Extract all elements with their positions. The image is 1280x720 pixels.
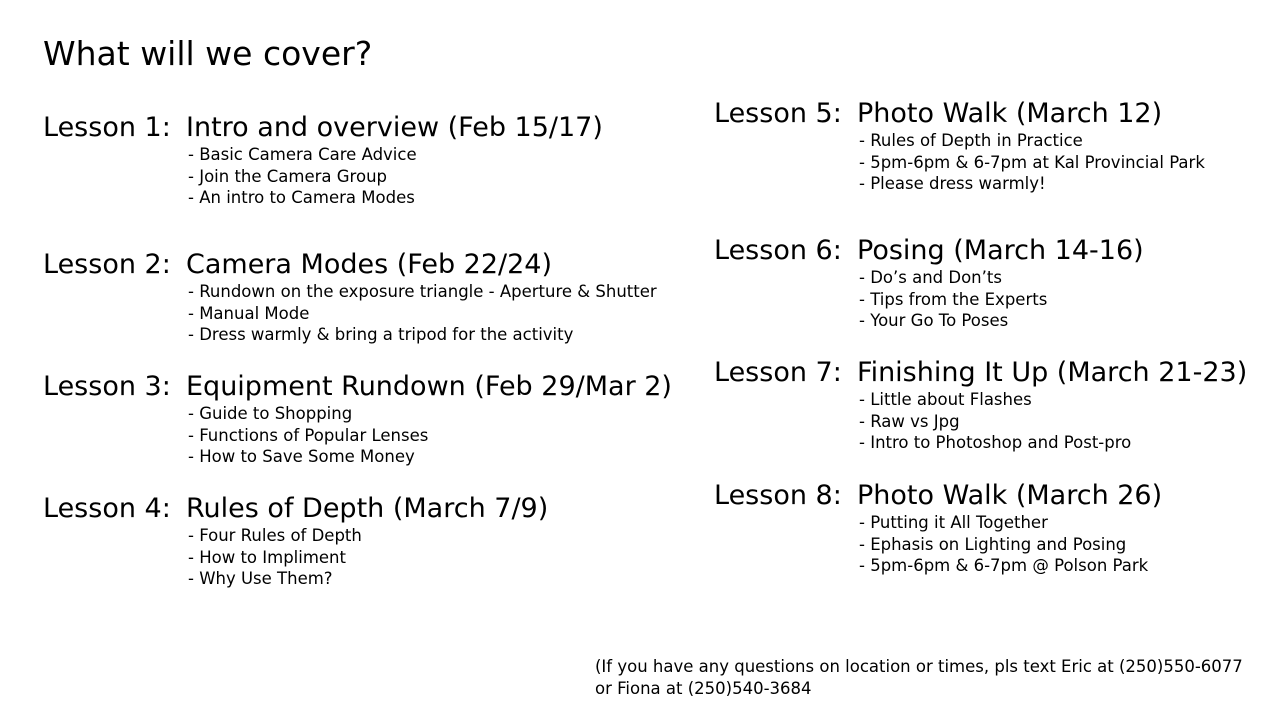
lesson-5-block [714, 98, 1205, 195]
lesson-topic: - Your Go To Poses [859, 311, 1009, 331]
lesson-topic: - Join the Camera Group [188, 166, 387, 186]
lesson-heading [714, 357, 1247, 389]
lesson-topic-list [859, 267, 1144, 332]
lesson-topic-list [188, 525, 548, 590]
slide-title: What will we cover? [43, 34, 373, 73]
lesson-number: Lesson 4: [43, 493, 171, 524]
lesson-name: Intro and overview (Feb 15/17) [186, 112, 603, 143]
contact-note [595, 656, 1243, 700]
lesson-name: Equipment Rundown (Feb 29/Mar 2) [186, 371, 672, 402]
lesson-topic-list [188, 281, 657, 346]
lesson-topic: - Why Use Them? [188, 569, 333, 589]
lesson-topic-list [859, 130, 1205, 195]
lesson-topic: - Functions of Popular Lenses [188, 425, 429, 445]
lesson-topic: - How to Impliment [188, 547, 346, 567]
lesson-topic-list [859, 512, 1162, 577]
lesson-2-block [43, 249, 657, 346]
lesson-1-block [43, 112, 603, 209]
lesson-topic: - Basic Camera Care Advice [188, 145, 417, 164]
lesson-6-block [714, 235, 1144, 332]
lesson-topic: - Guide to Shopping [188, 404, 353, 423]
lesson-topic: - Manual Mode [188, 303, 310, 323]
lesson-topic: - Four Rules of Depth [188, 526, 362, 545]
lesson-topic: - Dress warmly & bring a tripod for the activity [188, 325, 574, 345]
lesson-name: Finishing It Up (March 21-23) [857, 357, 1248, 388]
lesson-topic: - 5pm-6pm & 6-7pm @ Polson Park [859, 556, 1149, 576]
lesson-name: Photo Walk (March 12) [857, 98, 1163, 129]
lesson-topic-list [859, 389, 1247, 454]
lesson-name: Camera Modes (Feb 22/24) [186, 249, 553, 280]
contact-note-line: (If you have any questions on location or times, pls text Eric at (250)550-6077 [595, 657, 1243, 676]
lesson-topic: - Rules of Depth in Practice [859, 131, 1083, 150]
lesson-heading [43, 249, 657, 281]
lesson-heading [714, 480, 1162, 512]
lesson-topic-list [188, 144, 603, 209]
lesson-heading [43, 493, 548, 525]
lesson-7-block [714, 357, 1247, 454]
lesson-number: Lesson 7: [714, 357, 842, 388]
lesson-topic: - Please dress warmly! [859, 174, 1046, 194]
lesson-number: Lesson 8: [714, 480, 842, 511]
lesson-topic: - Raw vs Jpg [859, 411, 960, 431]
contact-note-line: or Fiona at (250)540-3684 [595, 679, 812, 698]
lesson-4-block [43, 493, 548, 590]
lesson-number: Lesson 2: [43, 249, 171, 280]
lesson-heading [714, 98, 1205, 130]
lesson-number: Lesson 1: [43, 112, 171, 143]
lesson-topic-list [188, 403, 672, 468]
lesson-name: Rules of Depth (March 7/9) [186, 493, 549, 524]
lesson-topic: - Ephasis on Lighting and Posing [859, 534, 1127, 554]
lesson-number: Lesson 6: [714, 235, 842, 266]
lesson-name: Posing (March 14-16) [857, 235, 1144, 266]
lesson-topic: - An intro to Camera Modes [188, 188, 415, 208]
lesson-topic: - Intro to Photoshop and Post-pro [859, 433, 1132, 453]
lesson-topic: - Do’s and Don’ts [859, 268, 1002, 287]
lesson-heading [714, 235, 1144, 267]
lesson-number: Lesson 3: [43, 371, 171, 402]
lesson-3-block [43, 371, 672, 468]
lesson-topic: - 5pm-6pm & 6-7pm at Kal Provincial Park [859, 152, 1205, 172]
lesson-topic: - Putting it All Together [859, 513, 1048, 532]
lesson-name: Photo Walk (March 26) [857, 480, 1163, 511]
lesson-8-block [714, 480, 1162, 577]
lesson-topic: - Rundown on the exposure triangle - Aperture & Shutter [188, 282, 657, 301]
lesson-topic: - Tips from the Experts [859, 289, 1048, 309]
lesson-heading [43, 112, 603, 144]
lesson-topic: - Little about Flashes [859, 390, 1032, 409]
lesson-heading [43, 371, 672, 403]
lesson-number: Lesson 5: [714, 98, 842, 129]
lesson-topic: - How to Save Some Money [188, 447, 415, 467]
